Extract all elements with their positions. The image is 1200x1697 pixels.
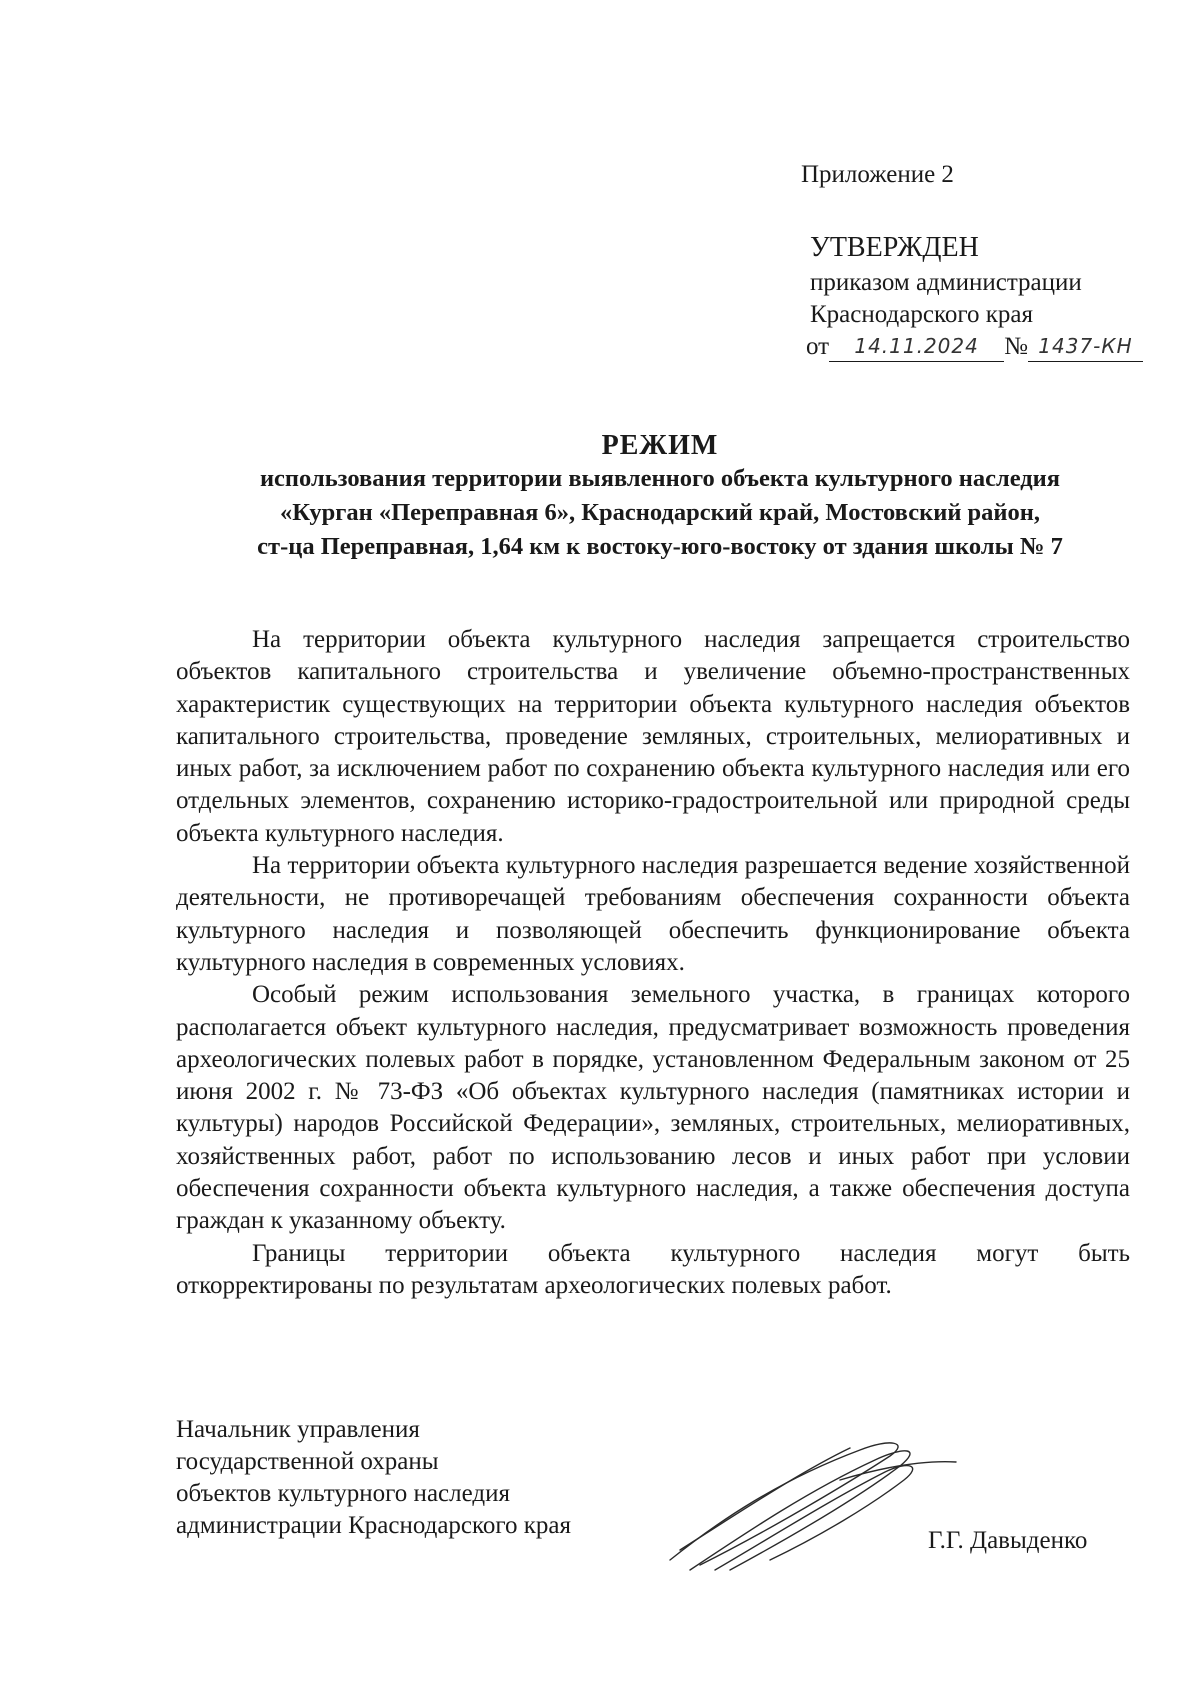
- document-title: РЕЖИМ: [601, 430, 719, 461]
- signatory-position: [176, 1414, 571, 1542]
- approved-by-line-1: приказом администрации: [810, 269, 1082, 296]
- signatory-line-3: объектов культурного наследия: [176, 1480, 510, 1507]
- order-number-handwritten: 1437-КН: [1028, 333, 1143, 362]
- paragraph-2: На территории объекта культурного наследия разрешается ведение хозяйственной деятельности, не противоречащей требованиям обеспечения сохранности объекта культурного наследия и позволяющей обеспечить функционирование объекта культурного наследия в современных условиях.: [176, 852, 1130, 976]
- paragraph-4: Границы территории объекта культурного наследия могут быть откорректированы по результатам археологических полевых работ.: [176, 1239, 1130, 1299]
- signatory-line-1: Начальник управления: [176, 1416, 420, 1443]
- subtitle-line-2: «Курган «Переправная 6», Краснодарский край, Мостовский район,: [279, 499, 1041, 526]
- order-date-handwritten: 14.11.2024: [829, 333, 1004, 362]
- subtitle-line-1: использования территории выявленного объекта культурного наследия: [259, 465, 1061, 492]
- approved-heading: УТВЕРЖДЕН: [810, 232, 979, 263]
- order-date-number-line: [806, 332, 1143, 362]
- signatory-line-2: государственной охраны: [176, 1448, 439, 1475]
- number-prefix: №: [1004, 333, 1028, 360]
- subtitle-line-3: ст-ца Переправная, 1,64 км к востоку-юго-востоку от здания школы № 7: [257, 533, 1063, 560]
- appendix-label: Приложение 2: [801, 161, 954, 188]
- document-body: [176, 624, 1130, 1302]
- paragraph-1: На территории объекта культурного наследия запрещается строительство объектов капитального строительства и увеличение объемно-пространственных характеристик существующих на территории объекта культурного наследия объектов капитального строительства, проведение земляных, строительных, мелиоративных и иных работ, за исключением работ по сохранению объекта культурного наследия или его отдельных элементов, сохранению историко-градостроительной или природной среды объекта культурного наследия.: [176, 626, 1130, 847]
- approved-by-line-2: Краснодарского края: [810, 301, 1033, 328]
- signatory-name: Г.Г. Давыденко: [928, 1527, 1088, 1554]
- handwritten-signature: [660, 1420, 960, 1580]
- paragraph-3: Особый режим использования земельного участка, в границах которого располагается объект культурного наследия, предусматривает возможность проведения археологических полевых работ в порядке, установленном Федеральным законом от 25 июня 2002 г. № 73-ФЗ «Об объектах культурного наследия (памятниках истории и культуры) народов Российской Федерации», земляных, строительных, мелиоративных, хозяйственных работ, работ по использованию лесов и иных работ при условии обеспечения сохранности объекта культурного наследия, а также обеспечения доступа граждан к указанному объекту.: [176, 981, 1130, 1235]
- date-prefix: от: [806, 333, 830, 360]
- signatory-line-4: администрации Краснодарского края: [176, 1512, 572, 1539]
